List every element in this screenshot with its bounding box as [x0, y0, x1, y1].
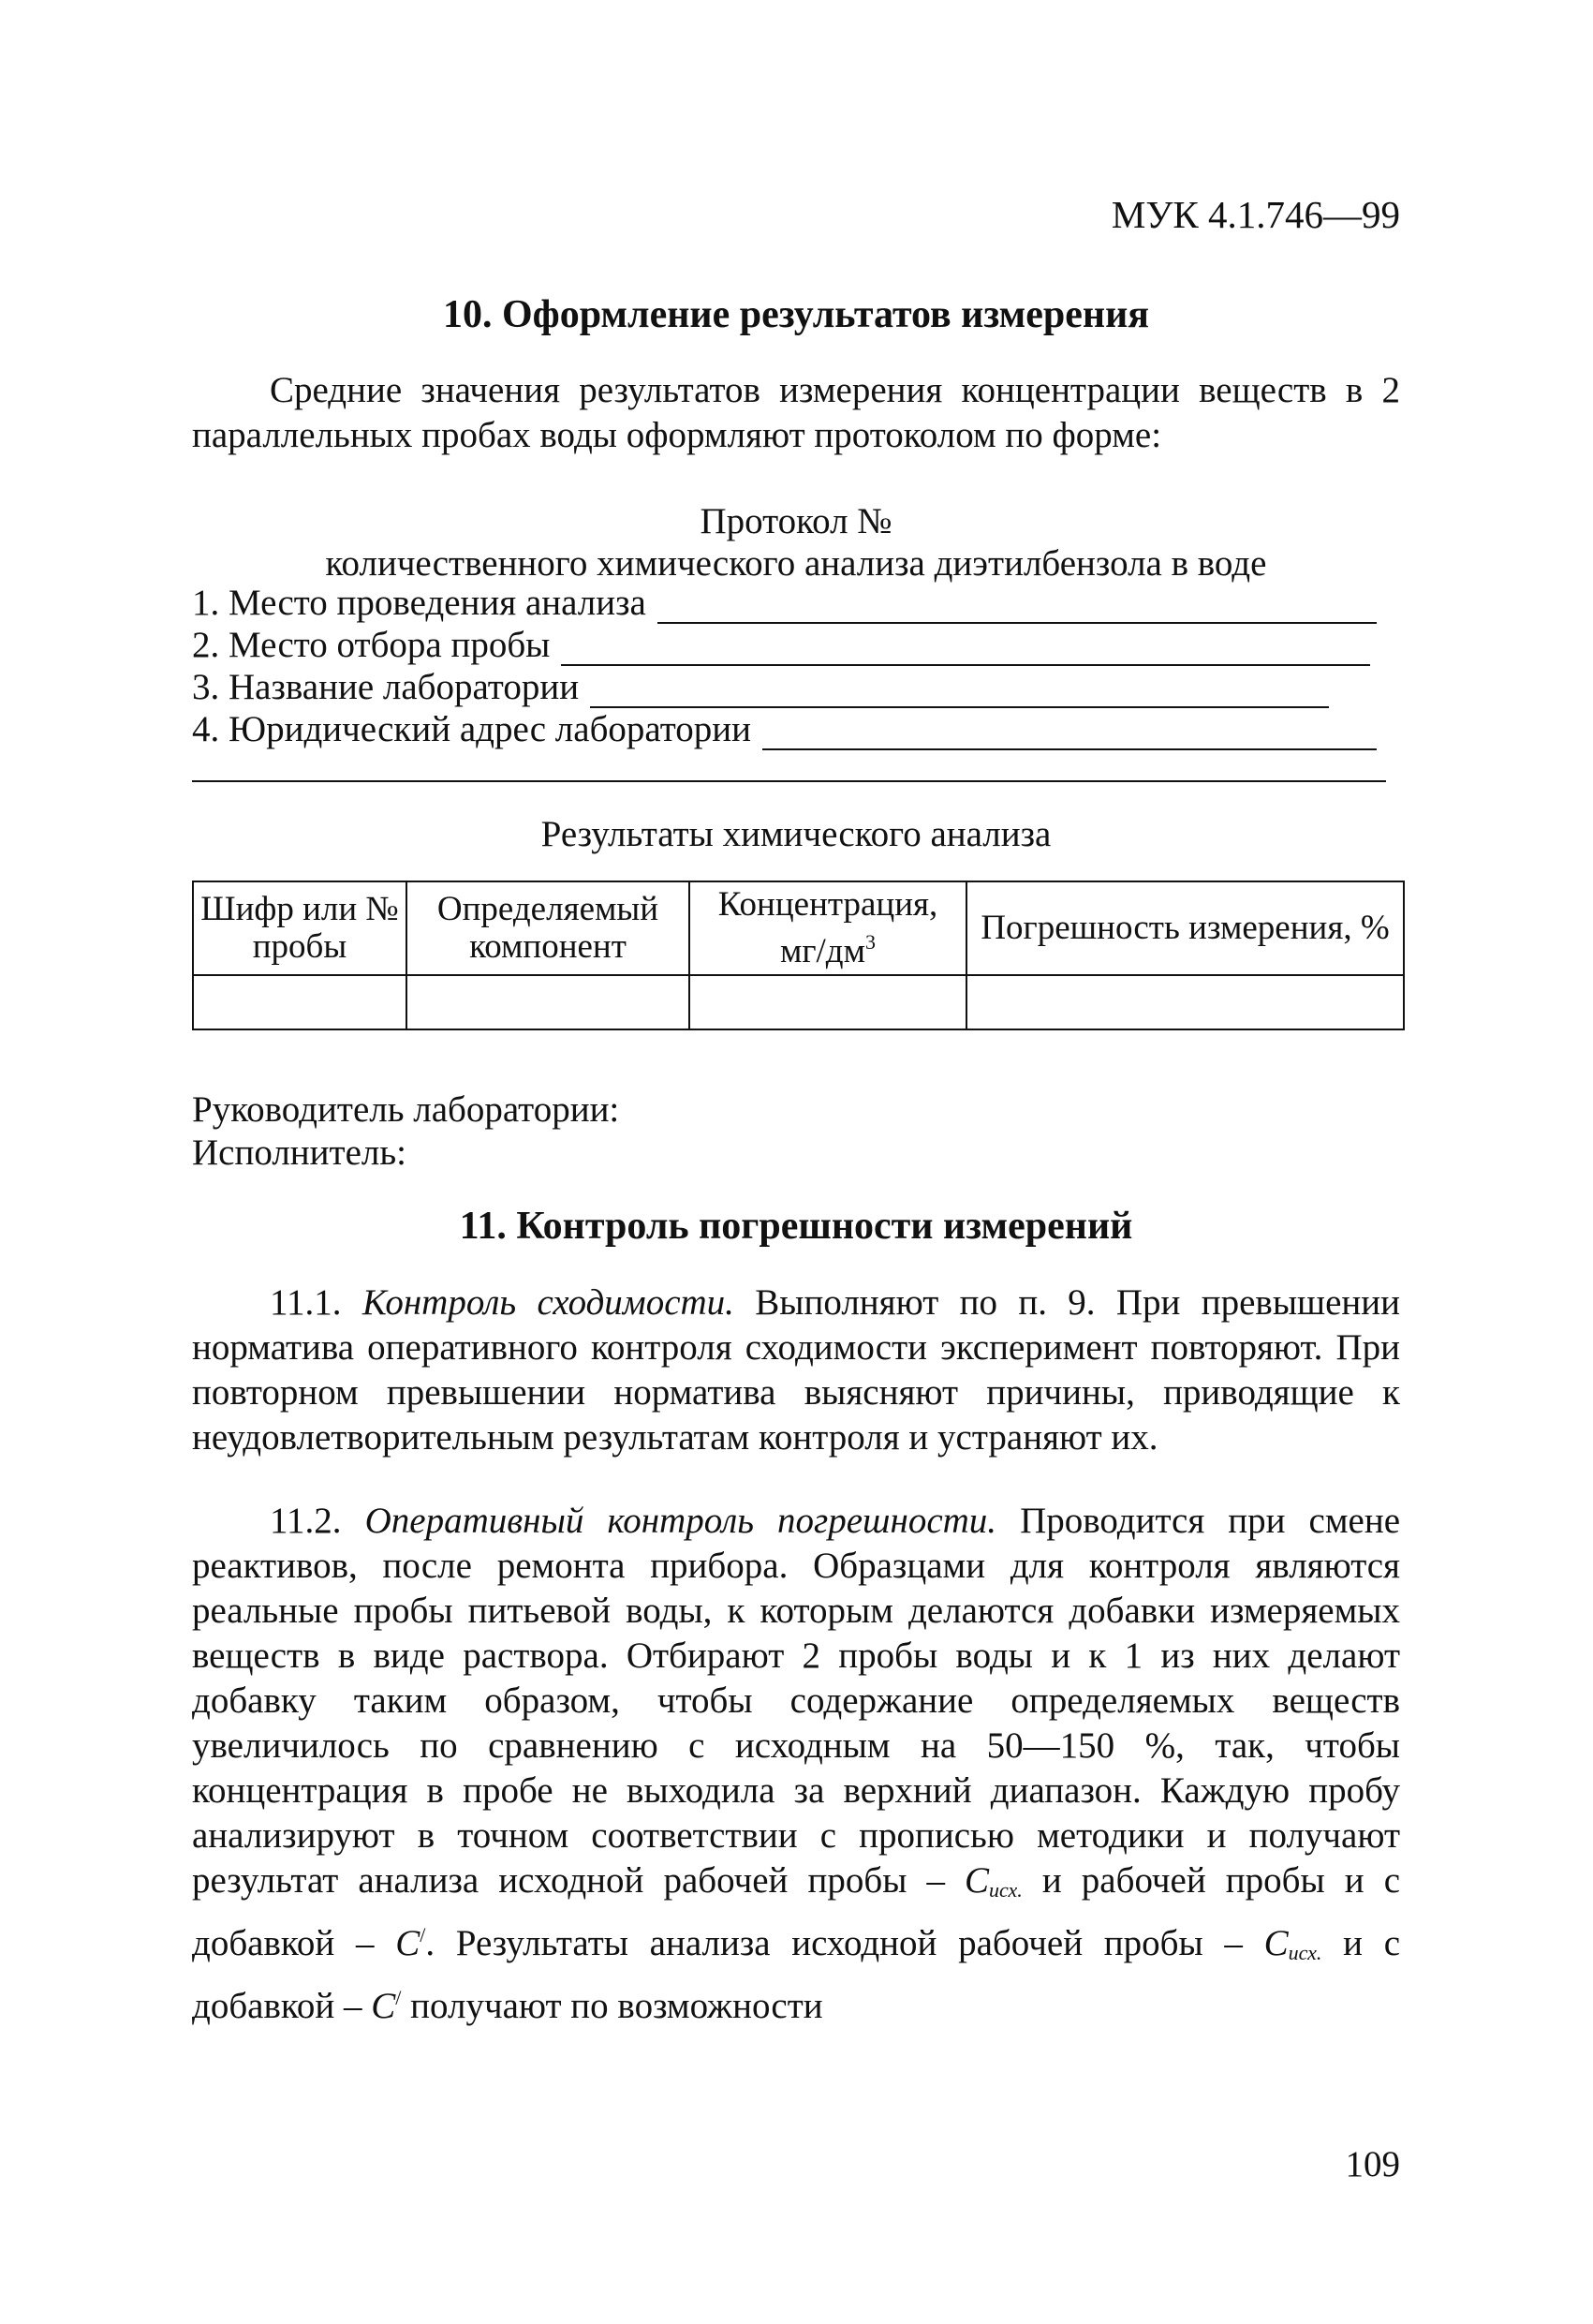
protocol-field-sampling-place — [192, 625, 1370, 666]
signature-head: Руководитель лаборатории: — [192, 1089, 620, 1130]
paragraph-text: Выполняют по п. 9. При превышении норматива оперативного контроля сходимости эксперимент повторяют. При повторном превышении норматива выясняют причины, приводящие к неудовлетворительным результатам контроля и устраняют их. — [192, 1282, 1401, 1458]
protocol-subtitle: количественного химического анализа диэтилбензола в воде — [325, 543, 1267, 584]
paragraph-11-2 — [192, 1499, 1400, 2029]
section-10-intro — [192, 368, 1400, 458]
symbol-c: C — [1263, 1923, 1289, 1963]
table-cell — [406, 975, 689, 1029]
paragraph-number: 11.2. — [270, 1501, 342, 1541]
unit-superscript: 3 — [865, 930, 877, 954]
header-concentration — [689, 881, 966, 975]
symbol-prime: / — [395, 1986, 402, 2009]
symbol-subscript: исх. — [1288, 1941, 1322, 1964]
blank-line — [590, 674, 1329, 708]
symbol-subscript: исх. — [989, 1878, 1023, 1902]
signature-executor: Исполнитель: — [192, 1132, 406, 1173]
protocol-field-lab-address — [192, 709, 1377, 750]
table-cell — [689, 975, 966, 1029]
blank-line — [762, 717, 1377, 750]
table-row — [193, 975, 1404, 1029]
symbol-prime: / — [420, 1923, 426, 1947]
paragraph-text: и рабочей пробы и с добавкой – — [192, 1860, 1401, 1963]
paragraph-text: получают по возможности — [410, 1986, 823, 2026]
paragraph-number: 11.1. — [270, 1282, 342, 1323]
header-error: Погрешность измерения, % — [966, 881, 1404, 975]
symbol-c-prime: C — [371, 1986, 396, 2026]
symbol-c: C — [965, 1860, 990, 1901]
field-label: 3. Название лаборатории — [192, 667, 580, 707]
symbol-c-prime: C — [395, 1923, 420, 1963]
field-label: 1. Место проведения анализа — [192, 583, 646, 623]
blank-line — [657, 590, 1377, 624]
concentration-label: Концентрация, мг/дм — [717, 885, 938, 970]
paragraph-11-1 — [192, 1280, 1400, 1460]
protocol-title: Протокол № — [700, 501, 892, 541]
field-label: 2. Место отбора пробы — [192, 625, 551, 665]
results-title: Результаты химического анализа — [540, 814, 1052, 854]
paragraph-text: . Результаты анализа исходной рабочей пробы – — [425, 1923, 1243, 1963]
table-header-row — [193, 881, 1404, 975]
page-number: 109 — [1345, 2144, 1400, 2184]
section-11-title: 11. Контроль погрешности измерений — [459, 1205, 1133, 1248]
results-table — [192, 881, 1405, 1030]
paragraph-text: и с добавкой – — [192, 1923, 1401, 2026]
table-cell — [193, 975, 406, 1029]
protocol-field-analysis-place — [192, 583, 1377, 624]
intro-text: Средние значения результатов измерения концентрации веществ в 2 параллельных пробах воды оформляют протоколом по форме: — [192, 370, 1400, 455]
blank-line-full — [192, 780, 1386, 782]
paragraph-italic-heading: Оперативный контроль погрешности. — [364, 1501, 997, 1541]
section-10-title: 10. Оформление результатов измерения — [442, 293, 1150, 336]
document-code: МУК 4.1.746—99 — [1111, 193, 1400, 236]
paragraph-text: Проводится при смене реактивов, после ремонта прибора. Образцами для контроля являются реальные пробы питьевой воды, к которым делаются добавки измеряемых веществ в виде раствора. Отбирают 2 пробы воды и к 1 из них делают добавку таким образом, чтобы содержание определяемых веществ увеличилось по сравнению с исходным на 50—150 %, так, чтобы концентрация в пробе не выходила за верхний диапазон. Каждую пробу анализируют в точном соответствии с прописью методики и получают результат анализа исходной рабочей пробы – — [192, 1501, 1401, 1901]
protocol-field-lab-name — [192, 667, 1329, 708]
paragraph-italic-heading: Контроль сходимости. — [361, 1282, 734, 1323]
header-component: Определяемый компонент — [406, 881, 689, 975]
header-sample-code: Шифр или № пробы — [193, 881, 406, 975]
table-cell — [966, 975, 1404, 1029]
field-label: 4. Юридический адрес лаборатории — [192, 709, 751, 749]
blank-line — [561, 632, 1370, 666]
